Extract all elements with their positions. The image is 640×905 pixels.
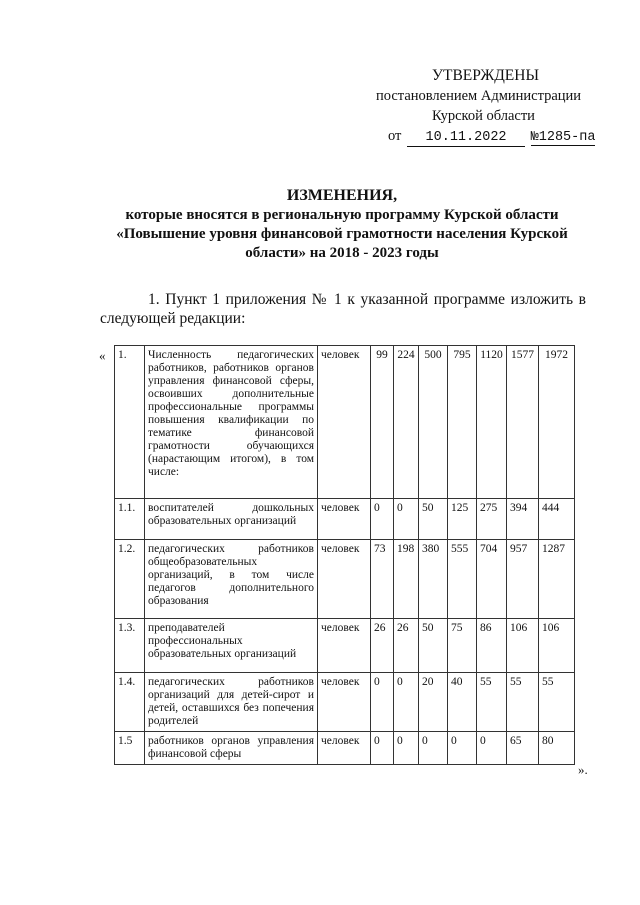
approval-line-3: Курской области	[432, 108, 535, 124]
value-cell: 50	[419, 619, 448, 673]
heading-line-2: «Повышение уровня финансовой грамотности населения Курской	[116, 226, 568, 242]
approval-title: УТВЕРЖДЕНЫ	[432, 67, 539, 84]
value-cell: 55	[507, 673, 539, 732]
value-cell: 500	[419, 346, 448, 499]
value-cell: 0	[371, 673, 394, 732]
value-cell: 26	[394, 619, 419, 673]
value-cell: 40	[448, 673, 477, 732]
value-cell: 1287	[539, 540, 575, 619]
table-row	[115, 499, 575, 540]
value-cell: 80	[539, 732, 575, 765]
heading-line-1: которые вносятся в региональную программу Курской области	[125, 207, 559, 223]
table-row	[115, 619, 575, 673]
row-number: 1.3.	[115, 619, 145, 673]
value-cell: 20	[419, 673, 448, 732]
unit-cell: человек	[318, 732, 371, 765]
indicator-name: работников органов управления финансовой сферы	[145, 732, 318, 765]
value-cell: 1577	[507, 346, 539, 499]
value-cell: 0	[394, 499, 419, 540]
indicator-name: Численность педагогических работников, работников органов управления финансовой сферы, освоивших дополнительные профессиональные программы повышения квалификации по тематике финансовой грамотности обучающихся (нарастающим итогом), в том числе:	[145, 346, 318, 499]
indicator-name: воспитателей дошкольных образовательных организаций	[145, 499, 318, 540]
value-cell: 444	[539, 499, 575, 540]
value-cell: 1972	[539, 346, 575, 499]
value-cell: 55	[539, 673, 575, 732]
indicator-name: педагогических работников организаций для детей-сирот и детей, оставшихся без попечения родителей	[145, 673, 318, 732]
approval-line-2: постановлением Администрации	[376, 88, 582, 104]
value-cell: 86	[477, 619, 507, 673]
approval-date: 10.11.2022	[407, 130, 525, 147]
value-cell: 0	[448, 732, 477, 765]
heading-title: ИЗМЕНЕНИЯ,	[286, 187, 398, 204]
table-row	[115, 540, 575, 619]
unit-cell: человек	[318, 540, 371, 619]
indicator-name: педагогических работников общеобразовательных организаций, в том числе педагогов дополнительного образования	[145, 540, 318, 619]
value-cell: 0	[477, 732, 507, 765]
value-cell: 957	[507, 540, 539, 619]
value-cell: 0	[394, 732, 419, 765]
value-cell: 380	[419, 540, 448, 619]
approval-date-line	[370, 126, 620, 148]
program-table-body	[115, 346, 575, 765]
table-row	[115, 346, 575, 499]
program-table	[114, 345, 575, 765]
approval-number: №1285-па	[530, 130, 596, 145]
document-heading	[100, 186, 584, 263]
value-cell: 0	[394, 673, 419, 732]
date-prefix: от	[388, 128, 402, 144]
value-cell: 50	[419, 499, 448, 540]
intro-paragraph: 1. Пункт 1 приложения № 1 к указанной программе изложить в следующей редакции:	[100, 291, 586, 327]
table-row	[115, 732, 575, 765]
approval-block	[370, 66, 620, 148]
value-cell: 106	[507, 619, 539, 673]
row-number: 1.2.	[115, 540, 145, 619]
value-cell: 0	[371, 499, 394, 540]
value-cell: 555	[448, 540, 477, 619]
value-cell: 75	[448, 619, 477, 673]
table-row	[115, 673, 575, 732]
unit-cell: человек	[318, 619, 371, 673]
value-cell: 704	[477, 540, 507, 619]
value-cell: 275	[477, 499, 507, 540]
quote-open: «	[99, 348, 106, 363]
row-number: 1.5	[115, 732, 145, 765]
unit-cell: человек	[318, 499, 371, 540]
row-number: 1.	[115, 346, 145, 499]
value-cell: 0	[419, 732, 448, 765]
row-number: 1.4.	[115, 673, 145, 732]
value-cell: 198	[394, 540, 419, 619]
value-cell: 73	[371, 540, 394, 619]
value-cell: 65	[507, 732, 539, 765]
value-cell: 1120	[477, 346, 507, 499]
value-cell: 0	[371, 732, 394, 765]
indicator-name: преподавателей профессиональных образовательных организаций	[145, 619, 318, 673]
unit-cell: человек	[318, 346, 371, 499]
value-cell: 99	[371, 346, 394, 499]
unit-cell: человек	[318, 673, 371, 732]
value-cell: 125	[448, 499, 477, 540]
value-cell: 106	[539, 619, 575, 673]
value-cell: 26	[371, 619, 394, 673]
value-cell: 55	[477, 673, 507, 732]
quote-close: ».	[578, 762, 588, 777]
heading-line-3: области» на 2018 - 2023 годы	[245, 245, 439, 261]
row-number: 1.1.	[115, 499, 145, 540]
value-cell: 224	[394, 346, 419, 499]
value-cell: 394	[507, 499, 539, 540]
value-cell: 795	[448, 346, 477, 499]
